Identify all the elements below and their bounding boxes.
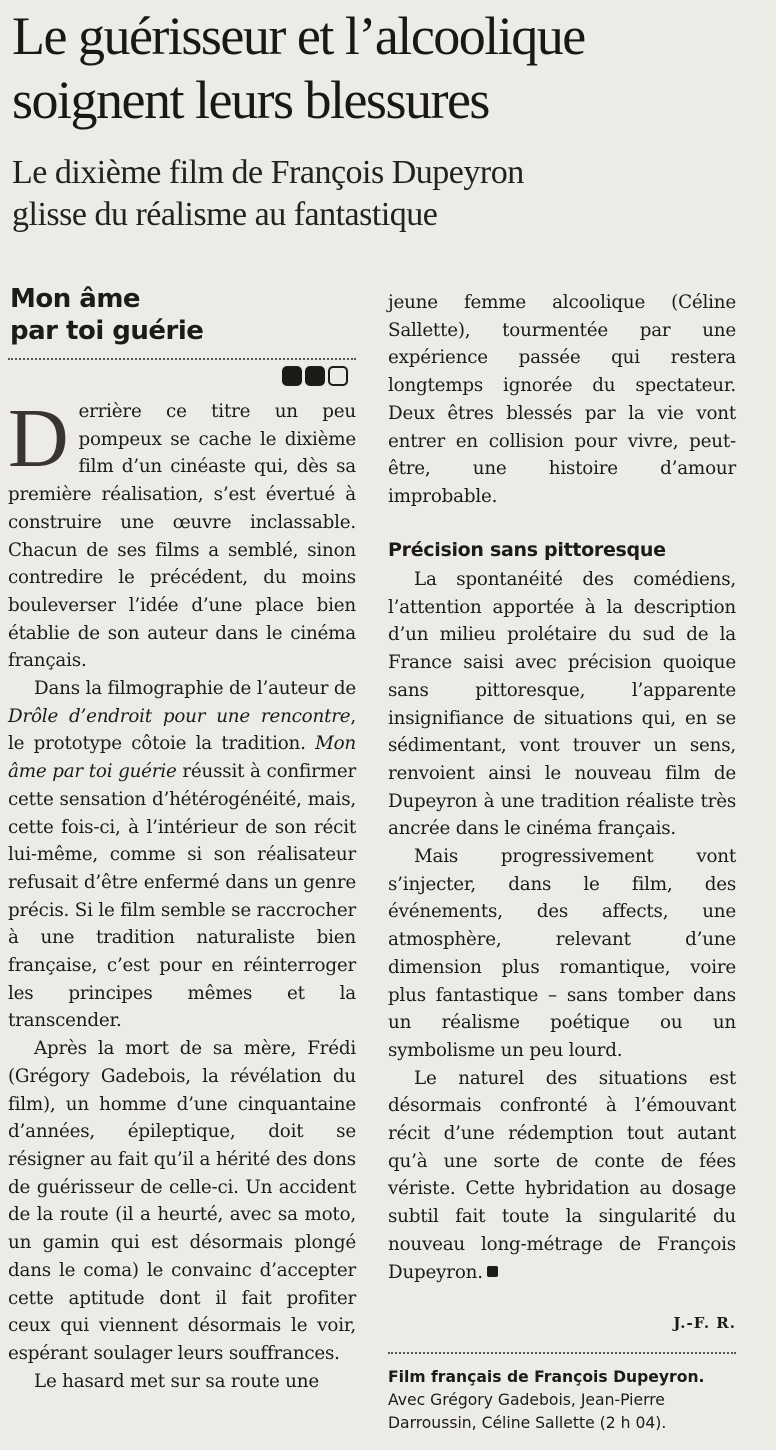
credits-line-2: Avec Grégory Gadebois, Jean-Pierre Darroussin, Céline Sallette (2 h 04). xyxy=(388,1391,667,1432)
film-credits xyxy=(388,1366,736,1435)
headline-line-2: soignent leurs blessures xyxy=(12,70,489,130)
author-signature: J.-F. R. xyxy=(673,1314,736,1332)
credits-divider xyxy=(388,1352,736,1354)
rating-square-filled-1 xyxy=(282,366,302,386)
deck-line-2: glisse du réalisme au fantastique xyxy=(12,196,438,233)
review-title-line-1: Mon âme xyxy=(10,284,141,314)
headline-line-1: Le guérisseur et l’alcoolique xyxy=(12,6,585,66)
end-mark-icon xyxy=(487,1266,498,1277)
review-title-line-2: par toi guérie xyxy=(10,316,204,346)
deck-subtitle xyxy=(12,152,712,236)
title-divider xyxy=(8,358,356,360)
film-title-drole-d-endroit: Drôle d’endroit pour une rencontre xyxy=(8,705,351,727)
rating-square-empty xyxy=(328,366,348,386)
paragraph-6: Mais progressivement vont s’injecter, dans le film, des événements, des affects, une atmosphère, relevant d’une dimension plus romantique, voire plus fantastique – sans tomber dans un réalisme poétique ou un symbolisme un peu lourd. xyxy=(388,846,736,1061)
paragraph-4-continued: jeune femme alcoolique (Céline Sallette), tourmentée par une expérience passée qui restera longtemps ignorée du spectateur. Deux êtres blessés par la vie vont entrer en collision pour vivre, peut-être, une histoire d’amour improbable. xyxy=(388,292,736,507)
headline xyxy=(12,4,772,132)
paragraph-2: Dans la filmographie de l’auteur de Drôle d’endroit pour une rencontre, le prototype côtoie la tradition. Mon âme par toi guérie réussit à confirmer cette sensation d’hétérogénéité, mais, cette fois-ci, à l’intérieur de son récit lui-même, comme si son réalisateur refusait d’être enfermé dans un genre précis. Si le film semble se raccrocher à une tradition naturaliste bien française, c’est pour en réinterroger les principes mêmes et la transcender. xyxy=(8,678,356,1032)
paragraph-4-start: Le hasard met sur sa route une xyxy=(34,1370,319,1392)
left-column-text xyxy=(8,392,356,1395)
film-title-mon-ame: Mon âme par toi guérie xyxy=(8,733,356,783)
section-subhead: Précision sans pittoresque xyxy=(388,539,666,561)
rating-square-filled-2 xyxy=(305,366,325,386)
paragraph-1: Derrière ce titre un peu pompeux se cache le dixième film d’un cinéaste qui, dès sa première réalisation, s’est évertué à construire une œuvre inclassable. Chacun de ses films a semblé, sinon contredire le précédent, du moins bouleverser l’idée d’une place bien établie de son auteur dans le cinéma français. xyxy=(8,392,356,672)
paragraph-5: La spontanéité des comédiens, l’attention apportée à la description d’un milieu prolétaire du sud de la France saisi avec précision quoique sans pittoresque, l’apparente insignifiance de situations qui, en se sédimentant, vont trouver un sens, renvoient ainsi le nouveau film de Dupeyron à une tradition réaliste très ancrée dans le cinéma français. xyxy=(388,569,736,840)
deck-line-1: Le dixième film de François Dupeyron xyxy=(12,154,524,191)
right-column-text-bottom xyxy=(388,566,736,1286)
right-column-text-top xyxy=(388,289,736,511)
paragraph-7: Le naturel des situations est désormais confronté à l’émouvant récit d’une rédemption tout autant qu’à une sorte de conte de fées vériste. Cette hybridation au dosage subtil fait toute la singularité du nouveau long-métrage de François Dupeyron. xyxy=(388,1067,736,1283)
drop-cap: D xyxy=(8,392,69,485)
rating-squares xyxy=(282,366,348,386)
paragraph-3: Après la mort de sa mère, Frédi (Grégory Gadebois, la révélation du film), un homme d’une cinquantaine d’années, épileptique, doit se résigner au fait qu’il a hérité des dons de guérisseur de celle-ci. Un accident de la route (il a heurté, avec sa moto, un gamin qui est désormais plongé dans le coma) le convainc d’accepter cette aptitude dont il fait profiter ceux qui viennent désormais le voir, espérant soulager leurs souffrances. xyxy=(8,1038,356,1364)
credits-line-1: Film français de François Dupeyron. xyxy=(388,1368,705,1386)
review-film-title xyxy=(10,283,350,347)
